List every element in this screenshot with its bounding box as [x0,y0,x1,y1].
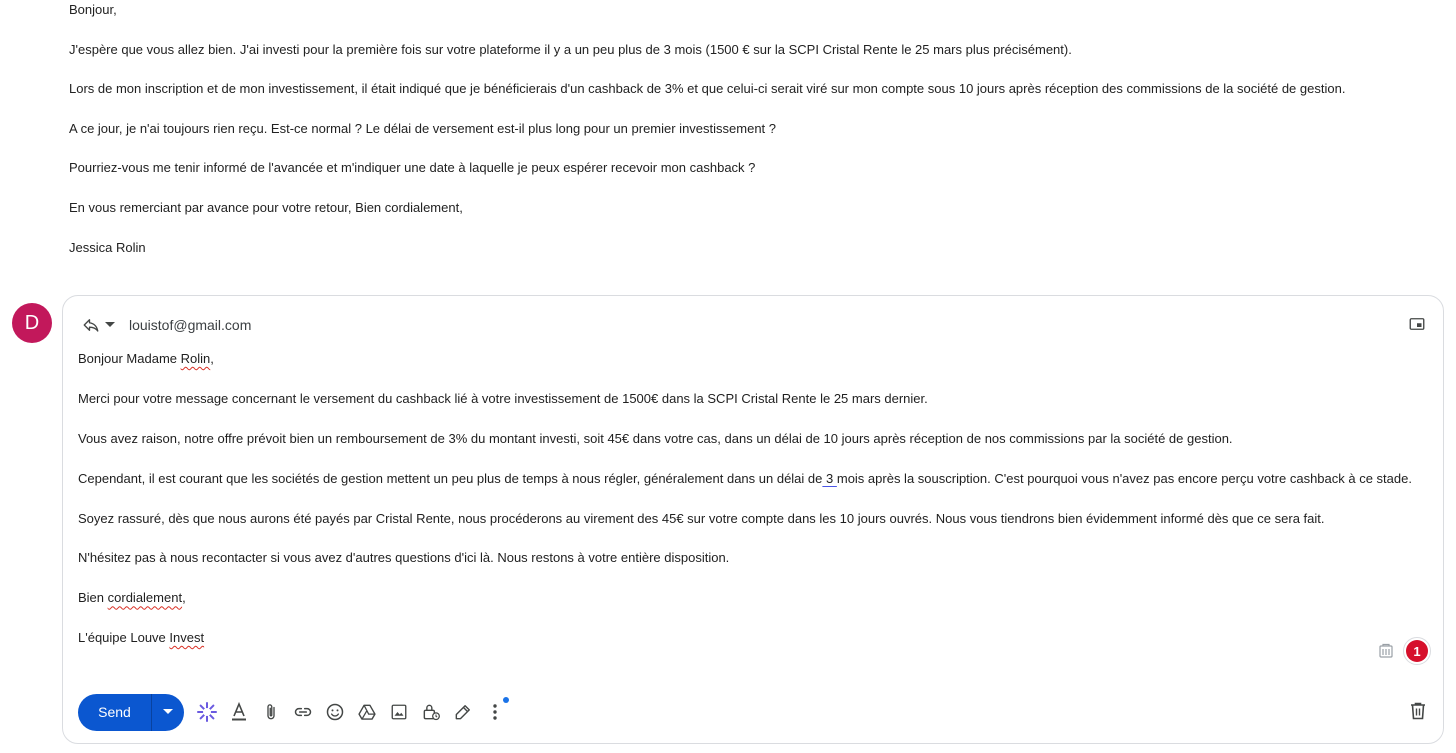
more-options-icon[interactable] [484,701,506,723]
compose-toolbar [78,693,506,731]
spellcheck-word[interactable]: Rolin [180,351,211,366]
send-button[interactable]: Send [98,704,131,720]
spellcheck-word[interactable]: cordialement [107,590,183,606]
quoted-paragraph-2: Lors de mon inscription et de mon investissement, il était indiqué que je bénéficierais d'un cashback de 3% et que celui-ci serait viré sur mon compte sous 10 jours après réception des commissions de la société de gestion. [69,81,1346,97]
attach-icon[interactable] [260,701,282,723]
recipient-address[interactable]: louistof@gmail.com [129,317,252,333]
greeting-punct: , [210,351,214,366]
reply-compose-box [62,295,1444,744]
extension-icon[interactable] [1377,642,1395,660]
reply-paragraph-1: Merci pour votre message concernant le versement du cashback lié à votre investissement de 1500€ dans la SCPI Cristal Rente le 25 mars dernier. [78,390,928,406]
reply-greeting [78,349,1418,369]
quoted-paragraph-3: A ce jour, je n'ai toujours rien reçu. Est-ce normal ? Le délai de versement est-il plus long pour un premier investissement ? [69,120,777,136]
greeting-text: Bonjour Madame [78,351,181,366]
spellcheck-word[interactable]: Invest [169,630,205,646]
reply-signoff [78,628,1418,648]
avatar[interactable]: D [12,303,52,343]
link-icon[interactable] [292,701,314,723]
signoff-text: L'équipe Louve [78,630,170,646]
quoted-paragraph-1: J'espère que vous allez bien. J'ai investi pour la première fois sur votre plateforme il y a un peu plus de 3 mois (1500 € sur la SCPI Cristal Rente le 25 mars plus précisément). [69,41,1072,57]
reply-paragraph-2: Vous avez raison, notre offre prévoit bien un remboursement de 3% du montant investi, soit 45€ dans votre cas, dans un délai de 10 jours après réception de nos commissions par la société de gestion. [78,430,1233,446]
format-text-icon[interactable] [228,701,250,723]
paragraph-3-text: Cependant, il est courant que les sociétés de gestion mettent un peu plus de temps à nous régler, généralement dans un délai de [78,470,823,486]
quoted-message [69,0,1429,277]
reply-header [81,314,251,336]
reply-paragraph-3 [78,469,1418,489]
quoted-paragraph-5: En vous remerciant par avance pour votre retour, Bien cordialement, [69,199,463,215]
reply-icon[interactable] [81,315,101,335]
confidential-icon[interactable] [420,701,442,723]
closing-text: Bien [78,590,108,606]
reply-closing [78,588,1418,608]
notification-dot [503,697,509,703]
dropdown-icon[interactable] [103,315,117,335]
reply-paragraph-4: Soyez rassuré, dès que nous aurons été payés par Cristal Rente, nous procéderons au virement des 45€ sur votre compte dans les 10 jours ouvrés. Nous vous tiendrons bien évidemment informé dès que ce sera fait. [78,510,1325,526]
signature-icon[interactable] [452,701,474,723]
grammar-flag[interactable]: 3 [822,470,837,486]
quoted-signature: Jessica Rolin [69,239,146,255]
drive-icon[interactable] [356,701,378,723]
grammar-checker-badge[interactable] [1403,637,1431,665]
ai-sparkle-icon[interactable] [196,701,218,723]
quoted-paragraph-4: Pourriez-vous me tenir informé de l'avancée et m'indiquer une date à laquelle je peux espérer recevoir mon cashback ? [69,160,756,176]
badge-count: 1 [1406,640,1428,662]
paragraph-3-text-rest: mois après la souscription. C'est pourquoi vous n'avez pas encore perçu votre cashback à ce stade. [836,470,1412,486]
quoted-greeting: Bonjour, [69,2,117,17]
reply-paragraph-5: N'hésitez pas à nous recontacter si vous avez d'autres questions d'ici là. Nous restons à votre entière disposition. [78,550,730,566]
popout-icon[interactable] [1407,314,1427,334]
send-options-dropdown[interactable] [152,694,184,731]
closing-punct: , [182,590,186,606]
image-icon[interactable] [388,701,410,723]
emoji-icon[interactable] [324,701,346,723]
message-body[interactable] [78,349,1418,668]
side-icons [1377,637,1431,665]
trash-icon[interactable] [1408,701,1428,721]
chevron-down-icon [163,709,173,715]
send-button-group [78,694,184,731]
